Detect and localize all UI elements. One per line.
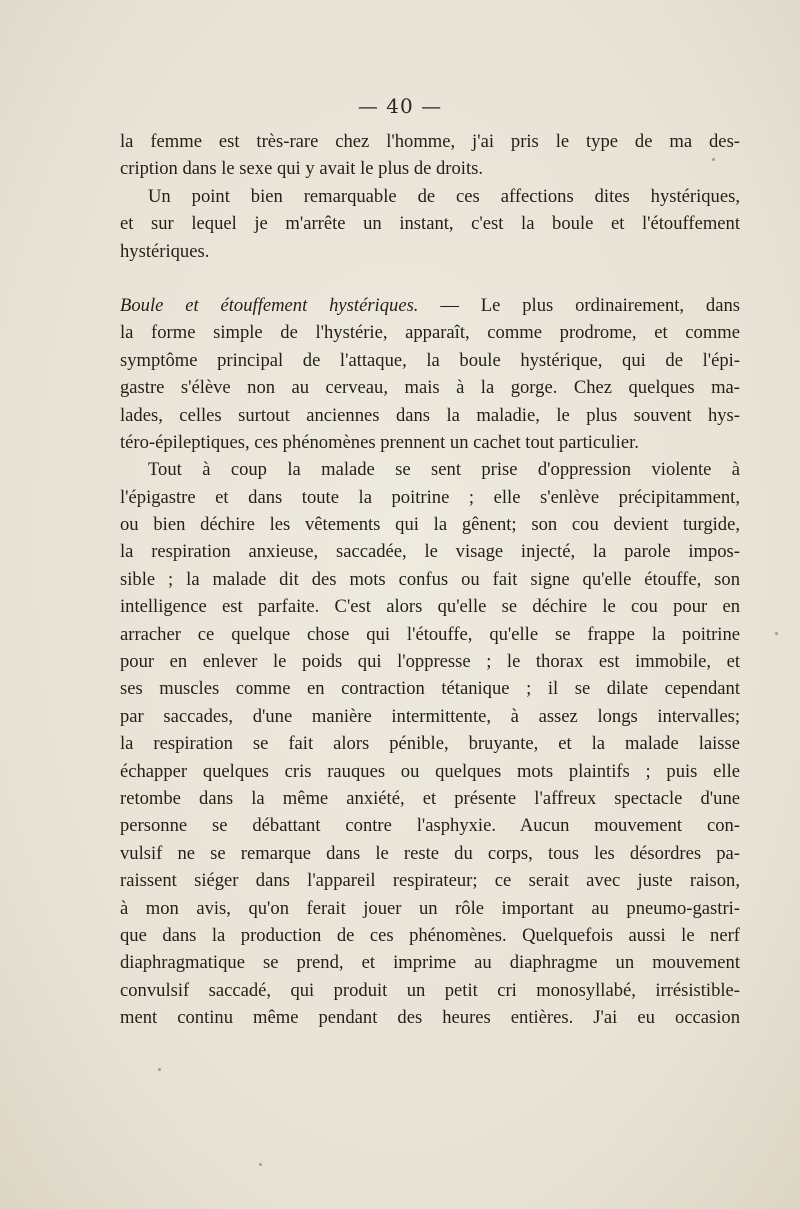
- text-line: Tout à coup la malade se sent prise d'oppression violente à: [148, 459, 740, 481]
- paragraph-3: [120, 292, 740, 456]
- text-line: ment continu même pendant des heures entières. J'ai eu occasion: [120, 1007, 740, 1029]
- text-line: gastre s'élève non au cerveau, mais à la gorge. Chez quelques ma-: [120, 377, 740, 399]
- text-line: Un point bien remarquable de ces affections dites hystériques,: [148, 185, 740, 207]
- page-number: — 40 —: [357, 94, 443, 118]
- text-line: lades, celles surtout anciennes dans la maladie, le plus souvent hys-: [120, 404, 740, 426]
- text-line: retombe dans la même anxiété, et présente l'affreux spectacle d'une: [120, 787, 740, 809]
- paragraph-1: [120, 128, 740, 183]
- text-line: ou bien déchire les vêtements qui la gênent; son cou devient turgide,: [120, 514, 740, 536]
- paragraph-2: [120, 183, 740, 265]
- heading-line-rest: — Le plus ordinairement, dans: [418, 294, 740, 316]
- text-line: échapper quelques cris rauques ou quelques mots plaintifs ; puis elle: [120, 760, 740, 782]
- body-text: [120, 128, 740, 1032]
- section-heading: Boule et étouffement hystériques.: [120, 294, 419, 316]
- text-line: symptôme principal de l'attaque, la boule hystérique, qui de l'épi-: [120, 349, 740, 371]
- text-line: téro-épileptiques, ces phénomènes prennent un cachet tout particulier.: [120, 431, 639, 453]
- paper-speck: [259, 1163, 262, 1166]
- paper-speck: [712, 158, 715, 161]
- text-line: l'épigastre et dans toute la poitrine ; elle s'enlève précipitamment,: [120, 486, 740, 508]
- text-line: la respiration anxieuse, saccadée, le visage injecté, la parole impos-: [120, 541, 740, 563]
- paragraph-4: [120, 456, 740, 1031]
- text-line: que dans la production de ces phénomènes. Quelquefois aussi le nerf: [120, 924, 740, 946]
- section-heading-line: [120, 292, 740, 319]
- text-line: pour en enlever le poids qui l'oppresse ; le thorax est immobile, et: [120, 651, 740, 673]
- text-line: intelligence est parfaite. C'est alors qu'elle se déchire le cou pour en: [120, 596, 740, 618]
- text-line: par saccades, d'une manière intermittente, à assez longs intervalles;: [120, 705, 740, 727]
- text-line: hystériques.: [120, 240, 210, 262]
- text-line: arracher ce quelque chose qui l'étouffe, qu'elle se frappe la poitrine: [120, 623, 740, 645]
- paper-speck: [158, 1068, 161, 1071]
- text-line: personne se débattant contre l'asphyxie. Aucun mouvement con-: [120, 815, 740, 837]
- text-line: raissent siéger dans l'appareil respirateur; ce serait avec juste raison,: [120, 870, 740, 892]
- text-line: vulsif ne se remarque dans le reste du corps, tous les désordres pa-: [120, 842, 740, 864]
- text-line: ses muscles comme en contraction tétanique ; il se dilate cependant: [120, 678, 740, 700]
- paragraph-gap: [120, 265, 740, 292]
- text-line: sible ; la malade dit des mots confus ou fait signe qu'elle étouffe, son: [120, 568, 740, 590]
- text-line: diaphragmatique se prend, et imprime au diaphragme un mouvement: [120, 952, 740, 974]
- text-line: la femme est très-rare chez l'homme, j'ai pris le type de ma des-: [120, 131, 740, 152]
- paper-speck: [775, 632, 778, 635]
- text-line: convulsif saccadé, qui produit un petit cri monosyllabé, irrésistible-: [120, 979, 740, 1001]
- text-line: cription dans le sexe qui y avait le plus de droits.: [120, 158, 484, 180]
- text-line: la respiration se fait alors pénible, bruyante, et la malade laisse: [120, 733, 740, 755]
- text-line: la forme simple de l'hystérie, apparaît, comme prodrome, et comme: [120, 322, 740, 344]
- text-line: et sur lequel je m'arrête un instant, c'est la boule et l'étouffement: [120, 213, 740, 235]
- text-line: à mon avis, qu'on ferait jouer un rôle important au pneumo-gastri-: [120, 897, 740, 919]
